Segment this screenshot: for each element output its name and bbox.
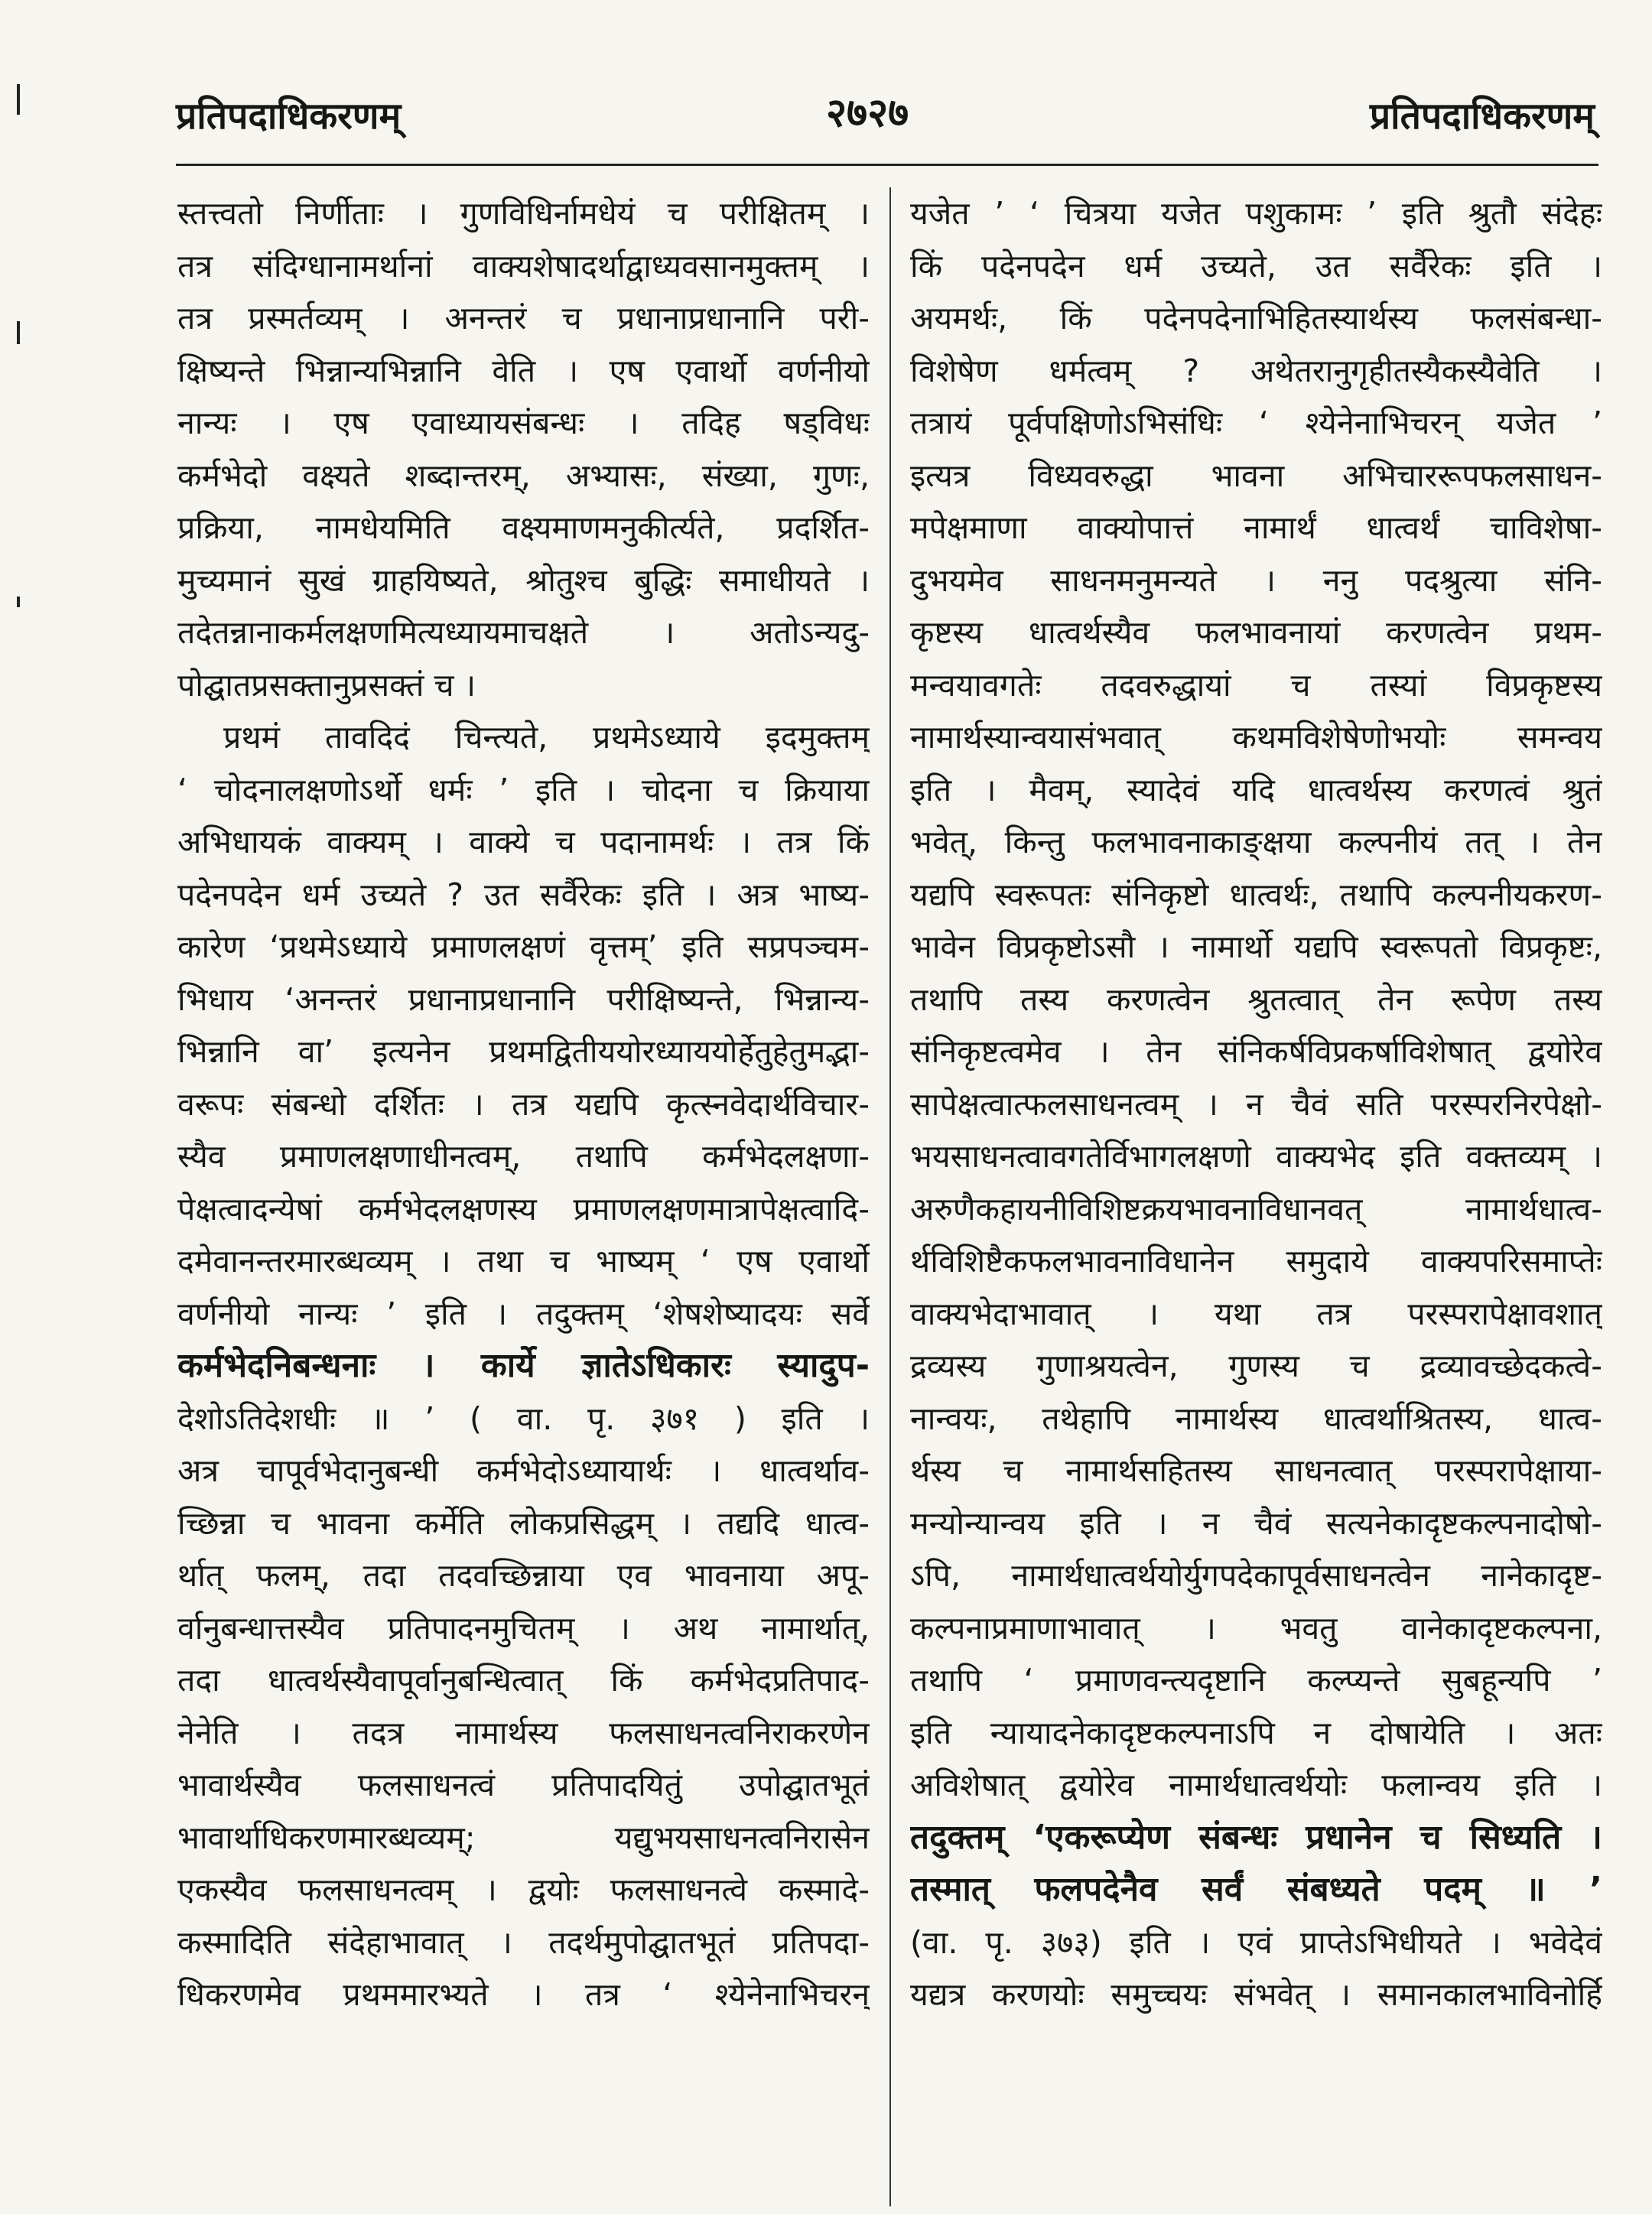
text-line: तदा धात्वर्थस्यैवापूर्वानुबन्धित्वात् किं कर्मभेदप्रतिपाद- — [177, 1662, 870, 1699]
text-line: र्वानुबन्धात्तस्यैव प्रतिपादनमुचितम् । अथ नामार्थात्, — [177, 1609, 870, 1647]
text-line: यद्यत्र करणयोः समुच्चयः संभवेत् । समानकालभाविनोर्हि — [910, 1976, 1602, 2013]
text-line: कस्मादिति संदेहाभावात् । तदर्थमुपोद्घातभूतं प्रतिपदा- — [177, 1923, 870, 1961]
text-line: विशेषेण धर्मत्वम् ? अथेतरानुगृहीतस्यैकस्यैवेति । — [910, 352, 1602, 389]
running-header — [176, 80, 1595, 148]
text-line: र्थात् फलम्, तदा तदवच्छिन्नाया एव भावनाया अपू- — [177, 1557, 870, 1594]
column-divider — [889, 187, 891, 2206]
text-line: कर्मभेदो वक्ष्यते शब्दान्तरम्, अभ्यासः, संख्या, गुणः, — [177, 457, 870, 494]
text-line: भिधाय ‘अनन्तरं प्रधानाप्रधानानि परीक्षिष्यन्ते, भिन्नान्य- — [177, 980, 870, 1018]
text-line: पेक्षत्वादन्येषां कर्मभेदलक्षणस्य प्रमाणलक्षणमात्रापेक्षत्वादि- — [177, 1190, 870, 1227]
text-line: कल्पनाप्रमाणाभावात् । भवतु वानेकादृष्टकल्पना, — [910, 1609, 1602, 1647]
text-line: एकस्यैव फलसाधनत्वम् । द्वयोः फलसाधनत्वे कस्मादे- — [177, 1871, 870, 1908]
text-line: भावार्थाधिकरणमारब्धव्यम्; यद्युभयसाधनत्वनिरासेन — [177, 1819, 870, 1856]
header-left-title: प्रतिपदाधिकरणम् — [176, 95, 402, 138]
header-rule — [176, 164, 1598, 166]
text-line: अयमर्थः, किं पदेनपदेनाभिहितस्यार्थस्य फलसंबन्धा- — [910, 300, 1602, 336]
text-line: मपेक्षमाणा वाक्योपात्तं नामार्थं धात्वर्थं चाविशेषा- — [910, 509, 1602, 546]
text-line: इति न्यायादनेकादृष्टकल्पनाऽपि न दोषायेति । अतः — [910, 1714, 1602, 1751]
text-line: तत्रायं पूर्वपक्षिणोऽभिसंधिः ‘ श्येनेनाभिचरन् यजेत ’ — [910, 405, 1602, 441]
text-line: तस्मात् फलपदेनैव सर्वं संबध्यते पदम् ॥ ’ — [910, 1870, 1602, 1909]
text-line: नान्यः । एष एवाध्यायसंबन्धः । तदिह षड्विधः — [177, 405, 870, 441]
text-line: अत्र चापूर्वभेदानुबन्धी कर्मभेदोऽध्यायार्थः । धात्वर्थाव- — [177, 1452, 870, 1489]
text-line: किं पदेनपदेन धर्म उच्यते, उत सर्वैरेकः इति । — [910, 247, 1602, 284]
text-line: र्थविशिष्टैकफलभावनाविधानेन समुदाये वाक्यपरिसमाप्तेः — [910, 1243, 1602, 1279]
text-line: च्छिन्ना च भावना कर्मेति लोकप्रसिद्धम् । तद्यदि धात्व- — [177, 1504, 870, 1542]
text-line: मन्योन्यान्वय इति । न चैवं सत्यनेकादृष्टकल्पनादोषो- — [910, 1504, 1602, 1542]
text-line: यजेत ’ ‘ चित्रया यजेत पशुकामः ’ इति श्रुतौ संदेहः — [910, 195, 1602, 232]
text-line: वरूपः संबन्धो दर्शितः । तत्र यद्यपि कृत्स्नवेदार्थविचार- — [177, 1085, 870, 1123]
margin-mark — [17, 597, 20, 607]
text-line: भिन्नानि वा’ इत्यनेन प्रथमद्वितीययोरध्याययोर्हेतुहेतुमद्भा- — [177, 1033, 870, 1070]
text-line: तत्र संदिग्धानामर्थानां वाक्यशेषादर्थाद्वाध्यवसानमुक्तम् । — [177, 247, 870, 284]
text-line: तदुक्तम् ‘एकरूप्येण संबन्धः प्रधानेन च सिध्यति । — [910, 1817, 1602, 1857]
text-line: मन्वयावगतेः तदवरुद्धायां च तस्यां विप्रकृष्टस्य — [910, 666, 1602, 704]
text-line: पदेनपदेन धर्म उच्यते ? उत सर्वैरेकः इति । अत्र भाष्य- — [177, 876, 870, 913]
text-line: पोद्घातप्रसक्तानुप्रसक्तं च । — [177, 666, 476, 704]
text-line: नान्वयः, तथेहापि नामार्थस्य धात्वर्थाश्रितस्य, धात्व- — [910, 1400, 1602, 1437]
left-column — [177, 187, 870, 2206]
text-line: कर्मभेदनिबन्धनाः । कार्ये ज्ञातेऽधिकारः स्यादुप- — [177, 1346, 870, 1385]
text-line: प्रक्रिया, नामधेयमिति वक्ष्यमाणमनुकीर्त्यते, प्रदर्शित- — [177, 509, 870, 546]
text-line: अविशेषात् द्वयोरेव नामार्थधात्वर्थयोः फलान्वय इति । — [910, 1767, 1602, 1803]
text-line: भावार्थस्यैव फलसाधनत्वं प्रतिपादयितुं उपोद्घातभूतं — [177, 1767, 870, 1803]
text-line: नेनेति । तदत्र नामार्थस्य फलसाधनत्वनिराकरणेन — [177, 1714, 870, 1751]
text-line: कृष्टस्य धात्वर्थस्यैव फलभावनायां करणत्वेन प्रथम- — [910, 614, 1602, 651]
text-line: दुभयमेव साधनमनुमन्यते । ननु पदश्रुत्या संनि- — [910, 561, 1602, 599]
text-line: कारेण ‘प्रथमेऽध्याये प्रमाणलक्षणं वृत्तम्’ इति सप्रपञ्चम- — [177, 928, 870, 965]
right-column — [910, 187, 1602, 2206]
text-line: स्तत्त्वतो निर्णीताः । गुणविधिर्नामधेयं च परीक्षितम् । — [177, 195, 870, 232]
text-line: तदेतन्नानाकर्मलक्षणमित्यध्यायमाचक्षते । अतोऽन्यदु- — [177, 614, 870, 651]
text-line: तथापि तस्य करणत्वेन श्रुतत्वात् तेन रूपेण तस्य — [910, 980, 1602, 1018]
text-line: मुच्यमानं सुखं ग्राहयिष्यते, श्रोतुश्च बुद्धिः समाधीयते । — [177, 561, 870, 599]
text-line: वर्णनीयो नान्यः ’ इति । तदुक्तम् ‘शेषशेष्यादयः सर्वे — [177, 1295, 870, 1332]
text-line: (वा. पृ. ३७३) इति । एवं प्राप्तेऽभिधीयते । भवेदेवं — [910, 1923, 1602, 1961]
text-line: संनिकृष्टत्वमेव । तेन संनिकर्षविप्रकर्षाविशेषात् द्वयोरेव — [910, 1033, 1602, 1070]
text-line: प्रथमं तावदिदं चिन्त्यते, प्रथमेऽध्याये इदमुक्तम् — [223, 719, 870, 756]
page-number: २७२७ — [826, 90, 909, 136]
text-line: भावेन विप्रकृष्टोऽसौ । नामार्थो यद्यपि स्वरूपतो विप्रकृष्टः, — [910, 928, 1602, 965]
text-line: धिकरणमेव प्रथममारभ्यते । तत्र ‘ श्येनेनाभिचरन् — [177, 1976, 870, 2013]
text-line: वाक्यभेदाभावात् । यथा तत्र परस्परापेक्षावशात् — [910, 1295, 1602, 1332]
text-line: भवेत्, किन्तु फलभावनाकाङ्क्षया कल्पनीयं तत् । तेन — [910, 824, 1602, 860]
text-line: ‘ चोदनालक्षणोऽर्थो धर्मः ’ इति । चोदना च क्रियाया — [177, 771, 870, 808]
margin-mark — [17, 321, 20, 344]
text-line: सापेक्षत्वात्फलसाधनत्वम् । न चैवं सति परस्परनिरपेक्षो- — [910, 1085, 1602, 1123]
text-line: इति । मैवम्, स्यादेवं यदि धात्वर्थस्य करणत्वं श्रुतं — [910, 771, 1602, 808]
text-line: तथापि ‘ प्रमाणवन्त्यदृष्टानि कल्प्यन्ते सुबहून्यपि ’ — [910, 1662, 1602, 1699]
text-line: इत्यत्र विध्यवरुद्धा भावना अभिचाररूपफलसाधन- — [910, 457, 1602, 494]
text-line: तत्र प्रस्मर्तव्यम् । अनन्तरं च प्रधानाप्रधानानि परी- — [177, 300, 870, 336]
text-line: यद्यपि स्वरूपतः संनिकृष्टो धात्वर्थः, तथापि कल्पनीयकरण- — [910, 876, 1602, 913]
text-line: ऽपि, नामार्थधात्वर्थयोर्युगपदेकापूर्वसाधनत्वेन नानेकादृष्ट- — [910, 1557, 1602, 1594]
text-line: देशोऽतिदेशधीः ॥ ’ ( वा. पृ. ३७१ ) इति । — [177, 1400, 870, 1437]
margin-mark — [17, 84, 20, 115]
text-line: अभिधायकं वाक्यम् । वाक्ये च पदानामर्थः । तत्र किं — [177, 824, 870, 860]
text-line: द्रव्यस्य गुणाश्रयत्वेन, गुणस्य च द्रव्यावच्छेदकत्वे- — [910, 1348, 1602, 1384]
text-line: नामार्थस्यान्वयासंभवात् कथमविशेषेणोभयोः समन्वय — [910, 719, 1602, 756]
text-line: दमेवानन्तरमारब्धव्यम् । तथा च भाष्यम् ‘ एष एवार्थो — [177, 1243, 870, 1279]
text-line: अरुणैकहायनीविशिष्टक्रयभावनाविधानवत् नामार्थधात्व- — [910, 1190, 1602, 1227]
text-line: र्थस्य च नामार्थसहितस्य साधनत्वात् परस्परापेक्षाया- — [910, 1452, 1602, 1489]
text-line: क्षिष्यन्ते भिन्नान्यभिन्नानि वेति । एष एवार्थो वर्णनीयो — [177, 352, 870, 389]
header-right-title: प्रतिपदाधिकरणम् — [1369, 95, 1595, 138]
text-line: स्यैव प्रमाणलक्षणाधीनत्वम्, तथापि कर्मभेदलक्षणा- — [177, 1138, 870, 1175]
text-line: भयसाधनत्वावगतेर्विभागलक्षणो वाक्यभेद इति वक्तव्यम् । — [910, 1138, 1602, 1175]
